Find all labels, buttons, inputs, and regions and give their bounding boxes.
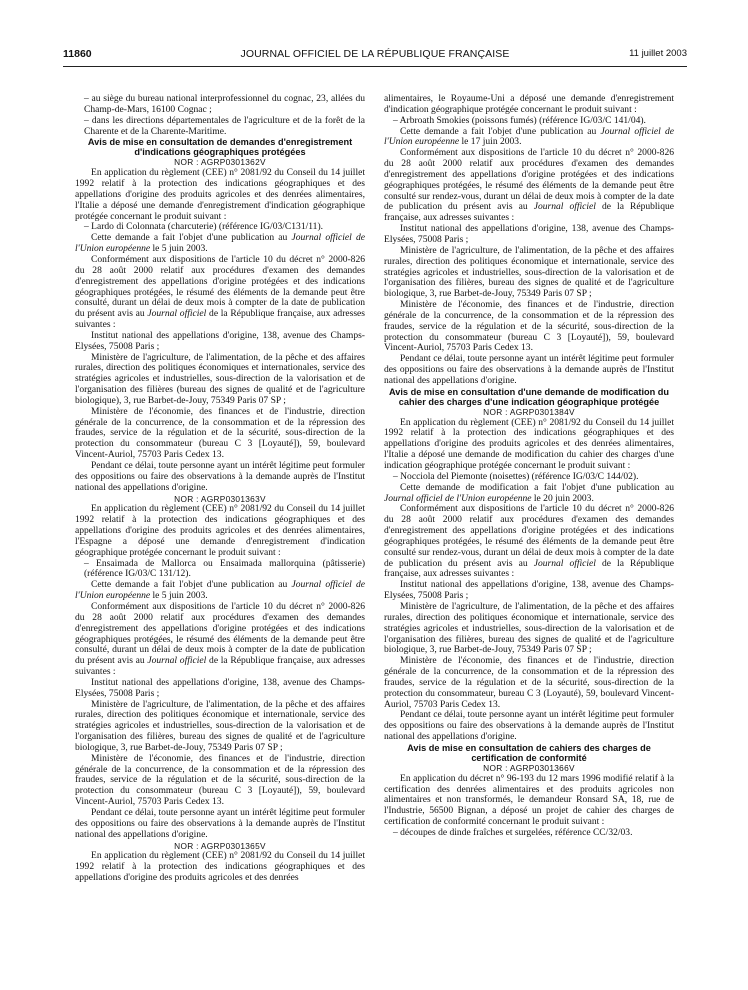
- section-title: Avis de mise en consultation de demandes d'enregistrement d'indications géographiques protégées: [87, 137, 353, 158]
- section-title: Avis de mise en consultation d'une demande de modification du cahier des charges d'une indication géographique protégée: [388, 386, 670, 407]
- paragraph: Conformément aux dispositions de l'article 10 du décret n° 2000-826 du 28 août 2000 relatif aux procédures d'examen des demandes d'enregistrement des appellations d'origine protégées et des indications géographiques protégées, le résumé des éléments de la demande peut être consulté, durant un délai de deux mois à compter de la date de publication du présent avis au Journal officiel de la République française, aux adresses suivantes :: [75, 253, 365, 331]
- nor-reference: NOR : AGRP0301366V: [483, 762, 575, 773]
- paragraph: alimentaires, le Royaume-Uni a déposé une demande d'enregistrement d'indication géographique protégée concernant le produit suivant :: [384, 93, 674, 115]
- page-header: [63, 48, 687, 64]
- address: Ministère de l'agriculture, de l'alimentation, de la pêche et des affaires rurales, direction des politiques économique et internationale, service des stratégies agricoles et industrielles, sous-direction de la valorisation et de l'organisation des filières, bureau des signes de qualité et de l'agriculture biologique, 3, rue Barbet-de-Jouy, 75349 Paris 07 SP ;: [384, 600, 674, 656]
- address: Ministère de l'agriculture, de l'alimentation, de la pêche et des affaires rurales, direction des politiques économiques et internationales, service des stratégies agricoles et industrielles, sous-direction de la valorisation et de l'organisation des filières (bureau des signes de qualité et de l'agriculture biologique), 3, rue Barbet-de-Jouy, 75349 Paris 07 SP ;: [75, 351, 365, 406]
- product-item: – Nocciola del Piemonte (noisettes) (référence IG/03/C 144/02).: [393, 470, 639, 482]
- address: Ministère de l'agriculture, de l'alimentation, de la pêche et des affaires rurales, direction des politiques économique et internationale, service des stratégies agricoles et industrielles, sous-direction de la valorisation et de l'organisation des filières, bureau des signes de qualité et de l'agriculture biologique, 3, rue Barbet-de-Jouy, 75349 Paris 07 SP ;: [384, 244, 674, 300]
- journal-title: JOURNAL OFFICIEL DE LA RÉPUBLIQUE FRANÇAISE: [240, 48, 510, 60]
- header-rule: [63, 66, 687, 67]
- product-item: – Ensaimada de Mallorca ou Ensaimada mallorquina (pâtisserie) (référence IG/03/C 131/12).: [84, 557, 365, 580]
- product-item: – Arbroath Smokies (poissons fumés) (référence IG/03/C 141/04).: [393, 114, 646, 126]
- address: Ministère de l'économie, des finances et de l'industrie, direction générale de la concurrence, de la consommation et de la répression des fraudes, service de la régulation et de la sécurité, sous-direction de la protection du consommateur (bureau C 3 [Loyauté]), 59, boulevard Vincent-Auriol, 75703 Paris Cedex 13.: [75, 405, 365, 461]
- address: Institut national des appellations d'origine, 138, avenue des Champs-Elysées, 75008 Paris ;: [75, 676, 365, 699]
- list-item: – au siège du bureau national interprofessionnel du cognac, 23, allées du Champ-de-Mars, 16100 Cognac ;: [84, 93, 365, 115]
- paragraph: Pendant ce délai, toute personne ayant un intérêt légitime peut formuler des oppositions ou faire des observations à la demande auprès de l'Institut national des appellations d'origine.: [384, 709, 674, 743]
- list-item: – dans les directions départementales de l'agriculture et de la forêt de la Charente et de la Charente-Maritime.: [84, 114, 365, 137]
- address: Ministère de l'économie, des finances et de l'industrie, direction générale de la concurrence, de la consommation et de la répression des fraudes, service de la régulation et de la sécurité, sous-direction de la protection du consommateur (bureau C 3 [Loyauté]), 59, boulevard Vincent-Auriol, 75703 Paris Cedex 13.: [75, 752, 365, 808]
- paragraph: Pendant ce délai, toute personne ayant un intérêt légitime peut formuler des oppositions ou faire des observations à la demande auprès de l'Institut national des appellations d'origine.: [384, 353, 674, 386]
- paragraph: Pendant ce délai, toute personne ayant un intérêt légitime peut formuler des oppositions ou faire des observations à la demande auprès de l'Institut national des appellations d'origine.: [75, 807, 365, 840]
- paragraph: En application du décret n° 96-193 du 12 mars 1996 modifié relatif à la certification des denrées alimentaires et des produits agricoles non alimentaires et non transformés, le demandeur Ronsard SA, 18, rue de l'Industrie, 56500 Bignan, a déposé un projet de cahier des charges de certification de conformité concernant le produit suivant :: [384, 772, 674, 828]
- address: Institut national des appellations d'origine, 138, avenue des Champs-Elysées, 75008 Paris ;: [384, 579, 674, 602]
- publication-paragraph: Cette demande de modification a fait l'objet d'une publication au Journal officiel de l'Union européenne le 20 juin 2003.: [384, 481, 674, 504]
- paragraph: En application du règlement (CEE) n° 2081/92 du Conseil du 14 juillet 1992 relatif à la protection des indications géographiques et des appellations d'origine des produits agricoles et des denrées alimentaires, l'Italie a déposé une demande de modification du cahier des charges d'une indication géographique protégée concernant le produit suivant :: [384, 416, 674, 471]
- paragraph: Conformément aux dispositions de l'article 10 du décret n° 2000-826 du 28 août 2000 relatif aux procédures d'examen des demandes d'enregistrement des appellations d'origine protégées et des indications géographiques protégées, le résumé des éléments de la demande peut être consulté sur rendez-vous, durant un délai de deux mois à compter de la date de publication du présent avis au Journal officiel de la République française, aux adresses suivantes :: [384, 147, 674, 224]
- section-title: Avis de mise en consultation de cahiers des charges de certification de conformité: [407, 742, 651, 763]
- right-column: [384, 94, 674, 839]
- address: Ministère de l'économie, des finances et de l'industrie, direction générale de la concurrence, de la consommation et de la répression des fraudes, service de la régulation et de la sécurité, sous-direction de la protection du consommateur, bureau C 3 (Loyauté), 59, boulevard Vincent-Auriol, 75703 Paris Cedex 13.: [384, 655, 674, 710]
- paragraph: Pendant ce délai, toute personne ayant un intérêt légitime peut formuler des oppositions ou faire des observations à la demande auprès de l'Institut national des appellations d'origine.: [75, 460, 365, 493]
- nor-reference: NOR : AGRP0301362V: [174, 157, 266, 168]
- page-number: 11860: [63, 48, 92, 60]
- paragraph: En application du règlement (CEE) n° 2081/92 du Conseil du 14 juillet 1992 relatif à la protection des indications géographiques et des appellations d'origine des produits agricoles et des denrées: [75, 850, 365, 884]
- address: Institut national des appellations d'origine, 138, avenue des Champs-Elysées, 75008 Paris ;: [75, 329, 365, 352]
- address: Institut national des appellations d'origine, 138, avenue des Champs-Elysées, 75008 Paris ;: [384, 223, 674, 245]
- nor-reference: NOR : AGRP0301384V: [483, 406, 575, 417]
- paragraph: Conformément aux dispositions de l'article 10 du décret n° 2000-826 du 28 août 2000 relatif aux procédures d'examen des demandes d'enregistrement des appellations d'origine protégées et des indications géographiques protégées, le résumé des éléments de la demande peut être consulté sur rendez-vous, durant un délai de deux mois à compter de la date de publication du présent avis au Journal officiel de la République française, aux adresses suivantes :: [384, 503, 674, 580]
- issue-date: 11 juillet 2003: [629, 48, 687, 59]
- publication-paragraph: Cette demande a fait l'objet d'une publication au Journal officiel de l'Union européenne le 5 juin 2003.: [75, 579, 365, 602]
- left-column: [75, 94, 365, 884]
- address: Ministère de l'agriculture, de l'alimentation, de la pêche et des affaires rurales, direction des politiques économique et internationale, service des stratégies agricoles et industrielles, sous-direction de la valorisation et de l'organisation des filières, bureau des signes de qualité et de l'agriculture biologique, 3, rue Barbet-de-Jouy, 75349 Paris 07 SP ;: [75, 698, 365, 753]
- nor-reference: NOR : AGRP0301363V: [174, 493, 266, 504]
- paragraph: Conformément aux dispositions de l'article 10 du décret n° 2000-826 du 28 août 2000 relatif aux procédures d'examen des demandes d'enregistrement des appellations d'origine protégées et des indications géographiques protégées, le résumé des éléments de la demande peut être consulté, durant un délai de deux mois à compter de la date de publication du présent avis au Journal officiel de la République française, aux adresses suivantes :: [75, 600, 365, 678]
- address: Ministère de l'économie, des finances et de l'industrie, direction générale de la concurrence, de la consommation et de la répression des fraudes, service de la régulation et de la sécurité, sous-direction de la protection du consommateur (bureau C 3 [Loyauté]), 59, boulevard Vincent-Auriol, 75703 Paris Cedex 13.: [384, 299, 674, 354]
- paragraph: En application du règlement (CEE) n° 2081/92 du Conseil du 14 juillet 1992 relatif à la protection des indications géographiques et des appellations d'origine des produits agricoles et des denrées alimentaires, l'Italie a déposé une demande d'enregistrement d'indication géographique protégée concernant le produit suivant :: [75, 167, 365, 222]
- product-item: – Lardo di Colonnata (charcuterie) (référence IG/03/C131/11).: [84, 221, 324, 233]
- publication-paragraph: Cette demande a fait l'objet d'une publication au Journal officiel de l'Union européenne le 5 juin 2003.: [75, 232, 365, 255]
- nor-reference: NOR : AGRP0301365V: [174, 840, 266, 851]
- product-item: – découpes de dinde fraîches et surgelées, référence CC/32/03.: [393, 827, 633, 838]
- paragraph: En application du règlement (CEE) n° 2081/92 du Conseil du 14 juillet 1992 relatif à la protection des indications géographiques et des appellations d'origine des produits agricoles et des denrées alimentaires, l'Espagne a déposé une demande d'enregistrement d'indication géographique protégée concernant le produit suivant :: [75, 503, 365, 558]
- publication-paragraph: Cette demande a fait l'objet d'une publication au Journal officiel de l'Union européenne le 17 juin 2003.: [384, 125, 674, 148]
